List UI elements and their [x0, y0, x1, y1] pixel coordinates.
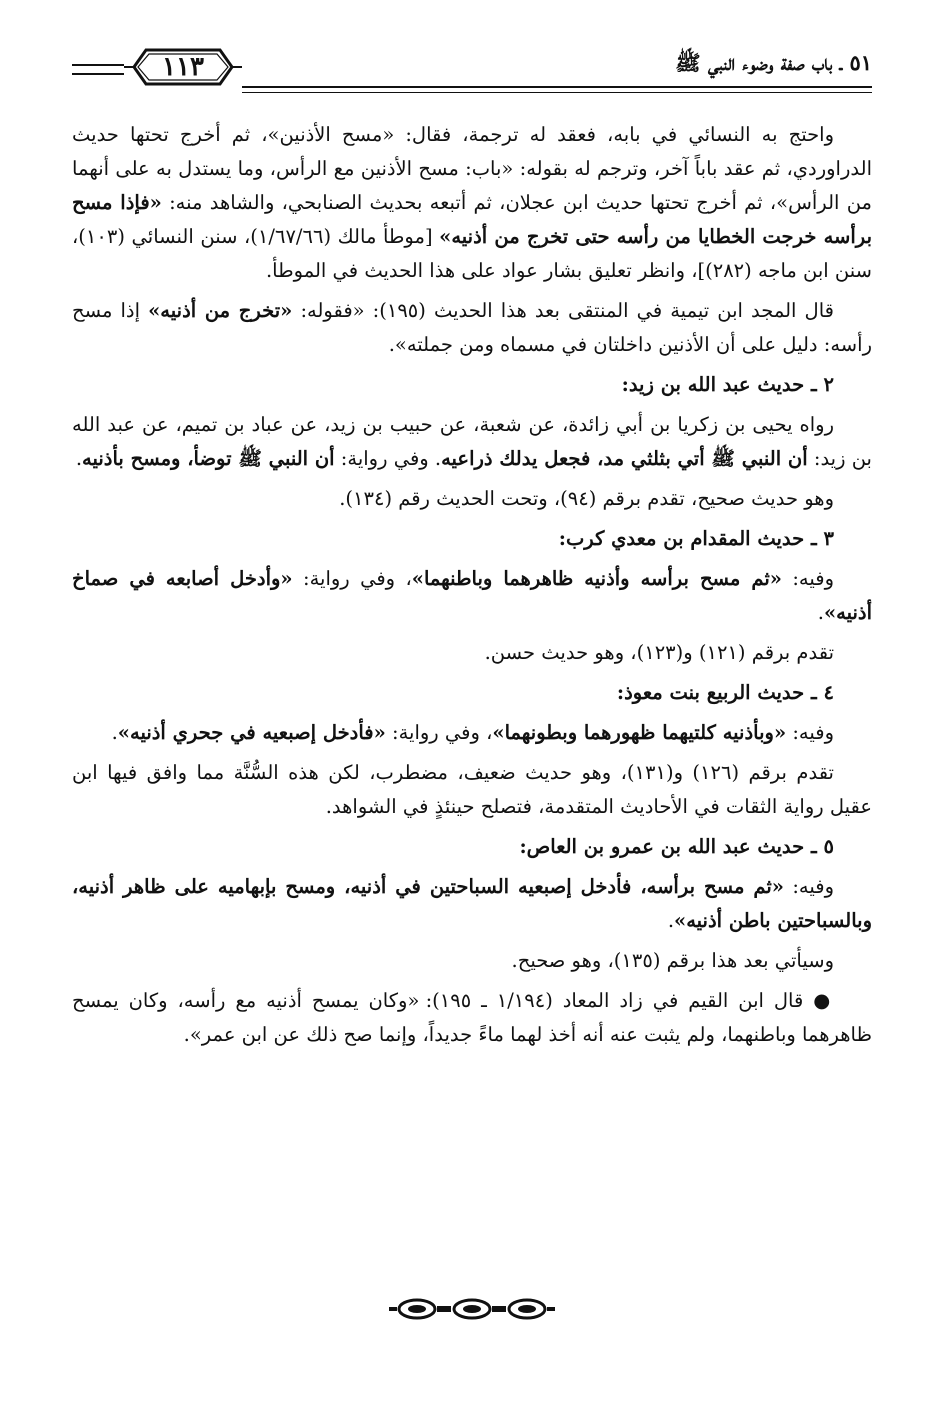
chapter-title: ٥١ ـ باب صفة وضوء النبي ﷺ: [675, 50, 872, 75]
paragraph: [72, 716, 872, 750]
paragraph: [72, 408, 872, 476]
paragraph-text: ، وفي رواية:: [385, 721, 493, 744]
header-left-rule: [72, 64, 124, 75]
footer-ornament: [72, 1298, 872, 1324]
section-heading: ٥ ـ حديث عبد الله بن عمرو بن العاص:: [519, 835, 834, 858]
paragraph: تقدم برقم (١٢١) و(١٢٣)، وهو حديث حسن.: [484, 641, 834, 664]
header-rule: [242, 86, 872, 93]
hadith-quote: «فإذا مسح برأسه خرجت الخطايا من رأسه حتى تخرج من أذنيه»: [72, 191, 872, 248]
paragraph-text: إذا مسح رأسه: دليل على أن الأذنين داخلتان في مسماه ومن جملته».: [72, 299, 872, 356]
paragraph-text: . وفي رواية:: [334, 447, 442, 470]
hadith-quote: «وأدخل أصابعه في صماخ أذنيه»: [72, 567, 872, 624]
paragraph: وسيأتي بعد هذا برقم (١٣٥)، وهو صحيح.: [511, 949, 834, 972]
paragraph-text: وفيه:: [783, 875, 834, 898]
hadith-quote: «تخرج من أذنيه»: [148, 299, 293, 322]
hadith-quote: أن النبي ﷺ أتي بثلثي مد، فجعل يدلك ذراعيه: [441, 447, 808, 470]
hadith-quote: «ثم مسح برأسه، فأدخل إصبعيه السباحتين في أذنيه، ومسح بإبهاميه على ظاهر أذنيه، وبالسباحتين باطن أذنيه»: [72, 875, 872, 932]
page-number: ١١٣: [162, 52, 204, 82]
paragraph: [72, 294, 872, 362]
paragraph-text: [موطأ مالك (١/٦٧/٦٦)، سنن النسائي (١٠٣)، سنن ابن ماجه (٢٨٢)]، وانظر تعليق بشار عواد على هذا الحديث في الموطأ.: [72, 225, 872, 282]
paragraph-text: وفيه:: [781, 567, 834, 590]
section-heading: ٤ ـ حديث الربيع بنت معوذ:: [616, 681, 834, 704]
paragraph: ● قال ابن القيم في زاد المعاد (١/١٩٤ ـ ١٩٥): «وكان يمسح أذنيه مع رأسه، وكان يمسح ظاهرهما وباطنهما، ولم يثبت عنه أنه أخذ لهما ماءً جديداً، وإنما صح ذلك عن ابن عمر».: [72, 989, 872, 1046]
paragraph-text: واحتج به النسائي في بابه، فعقد له ترجمة، فقال: «مسح الأذنين»، ثم أخرج تحتها حديث الدراوردي، ثم عقد باباً آخر، وترجم له بقوله: «باب: مسح الأذنين مع الرأس، وما يستدل به على أنهما من الرأس»، ثم أخرج تحتها حديث ابن عجلان، ثم أتبعه بحديث الصنابحي، والشاهد منه:: [72, 123, 872, 214]
paragraph-text: رواه يحيى بن زكريا بن أبي زائدة، عن شعبة، عن حبيب بن زيد، عن عباد بن تميم، عن عبد الله بن زيد:: [72, 413, 872, 470]
paragraph-text: .: [817, 601, 824, 624]
paragraph: [72, 562, 872, 630]
page-body: [72, 118, 872, 1058]
paragraph-text: .: [667, 909, 675, 932]
hadith-quote: «فأدخل إصبعيه في جحري أذنيه»: [117, 721, 386, 744]
paragraph-text: وفيه:: [786, 721, 834, 744]
paragraph: تقدم برقم (١٢٦) و(١٣١)، وهو حديث ضعيف، مضطرب، لكن هذه السُّنَّة مما وافق فيها ابن عقيل رواية الثقات في الأحاديث المتقدمة، فتصلح حينئذٍ في الشواهد.: [72, 761, 872, 818]
page-number-badge: [124, 44, 242, 90]
ornament-icon: [387, 1298, 557, 1320]
paragraph-text: ، وفي رواية:: [292, 567, 412, 590]
hadith-quote: «وبأذنيه كلتيهما ظهورهما وبطونهما»: [492, 721, 787, 744]
hadith-quote: أن النبي ﷺ توضأ، ومسح بأذنيه: [82, 447, 335, 470]
paragraph-text: .: [75, 447, 83, 470]
paragraph: [72, 870, 872, 938]
book-page: [72, 36, 872, 1396]
page-header: [72, 36, 872, 94]
paragraph-text: .: [111, 721, 118, 744]
section-heading: ٢ ـ حديث عبد الله بن زيد:: [621, 373, 834, 396]
paragraph: وهو حديث صحيح، تقدم برقم (٩٤)، وتحت الحديث رقم (١٣٤).: [339, 487, 834, 510]
hadith-quote: «ثم مسح برأسه وأذنيه ظاهرهما وباطنهما»: [411, 567, 782, 590]
section-heading: ٣ ـ حديث المقدام بن معدي كرب:: [558, 527, 834, 550]
paragraph: [72, 118, 872, 288]
paragraph-text: قال المجد ابن تيمية في المنتقى بعد هذا الحديث (١٩٥): «فقوله:: [292, 299, 834, 322]
